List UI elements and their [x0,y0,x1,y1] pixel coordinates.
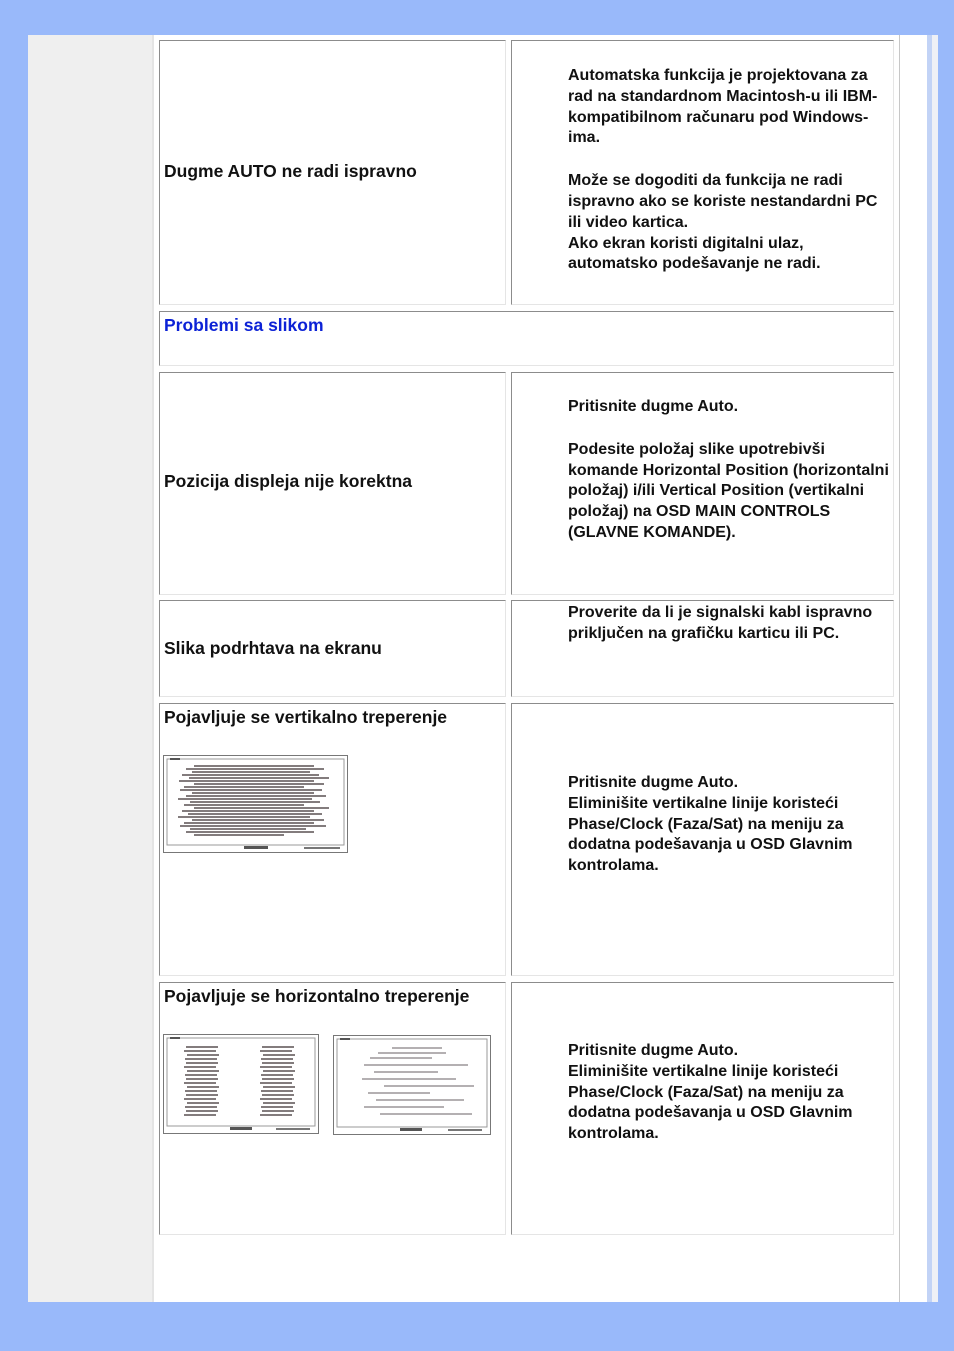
problem-label: Pojavljuje se horizontalno treperenje [164,986,470,1006]
solution-text [568,66,889,275]
left-sidebar [28,35,152,1302]
solution-cell [511,40,894,305]
problem-label: Slika podrhtava na ekranu [164,638,382,658]
monitor-screen-icon [163,1034,319,1134]
problem-label: Pozicija displeja nije korektna [164,471,413,491]
solution-paragraph: Eliminišite vertikalne linije koristeći Phase/Clock (Faza/Sat) na meniju za dodatna podešavanja u OSD Glavnim kontrolama. [568,794,853,875]
left-divider [152,35,154,1302]
solution-text [568,773,889,877]
solution-paragraph: Eliminišite vertikalne linije koristeći Phase/Clock (Faza/Sat) na meniju za dodatna podešavanja u OSD Glavnim kontrolama. [568,1062,853,1143]
problem-cell [159,600,506,697]
section-header [159,311,894,366]
solution-text [568,603,889,645]
solution-paragraph: Automatska funkcija je projektovana za rad na standardnom Macintosh-u ili IBM-kompatibilnom računaru pod Windows-ima. [568,67,878,147]
problem-cell [159,703,506,976]
solution-cell [511,372,894,595]
solution-paragraph: Može se dogoditi da funkcija ne radi ispravno ako se koriste nestandardni PC ili video kartica. [568,172,878,231]
problem-label: Dugme AUTO ne radi ispravno [164,161,417,181]
solution-paragraph: Ako ekran koristi digitalni ulaz, automatsko podešavanje ne radi. [568,234,821,273]
right-strip-edge [932,35,938,1302]
solution-paragraph: Pritisnite dugme Auto. [568,774,739,791]
solution-text [568,397,889,544]
solution-paragraph: Podesite položaj slike upotrebivši komande Horizontal Position (horizontalni položaj) i/ili Vertical Position (vertikalni položaj) na OSD MAIN CONTROLS (GLAVNE KOMANDE). [568,440,889,541]
problem-cell [159,40,506,305]
solution-paragraph: Pritisnite dugme Auto. [568,398,739,415]
monitor-screen-icon [163,755,348,853]
section-title: Problemi sa slikom [164,315,324,335]
solution-paragraph: Proverite da li je signalski kabl ispravno priključen na grafičku karticu ili PC. [568,604,873,642]
solution-paragraph: Pritisnite dugme Auto. [568,1042,739,1059]
solution-text [568,1041,889,1145]
monitor-screen-icon [333,1035,491,1135]
problem-cell [159,372,506,595]
right-divider [899,35,900,1302]
problem-cell [159,982,506,1235]
solution-cell [511,982,894,1235]
solution-cell [511,600,894,697]
solution-cell [511,703,894,976]
problem-label: Pojavljuje se vertikalno treperenje [164,707,448,727]
